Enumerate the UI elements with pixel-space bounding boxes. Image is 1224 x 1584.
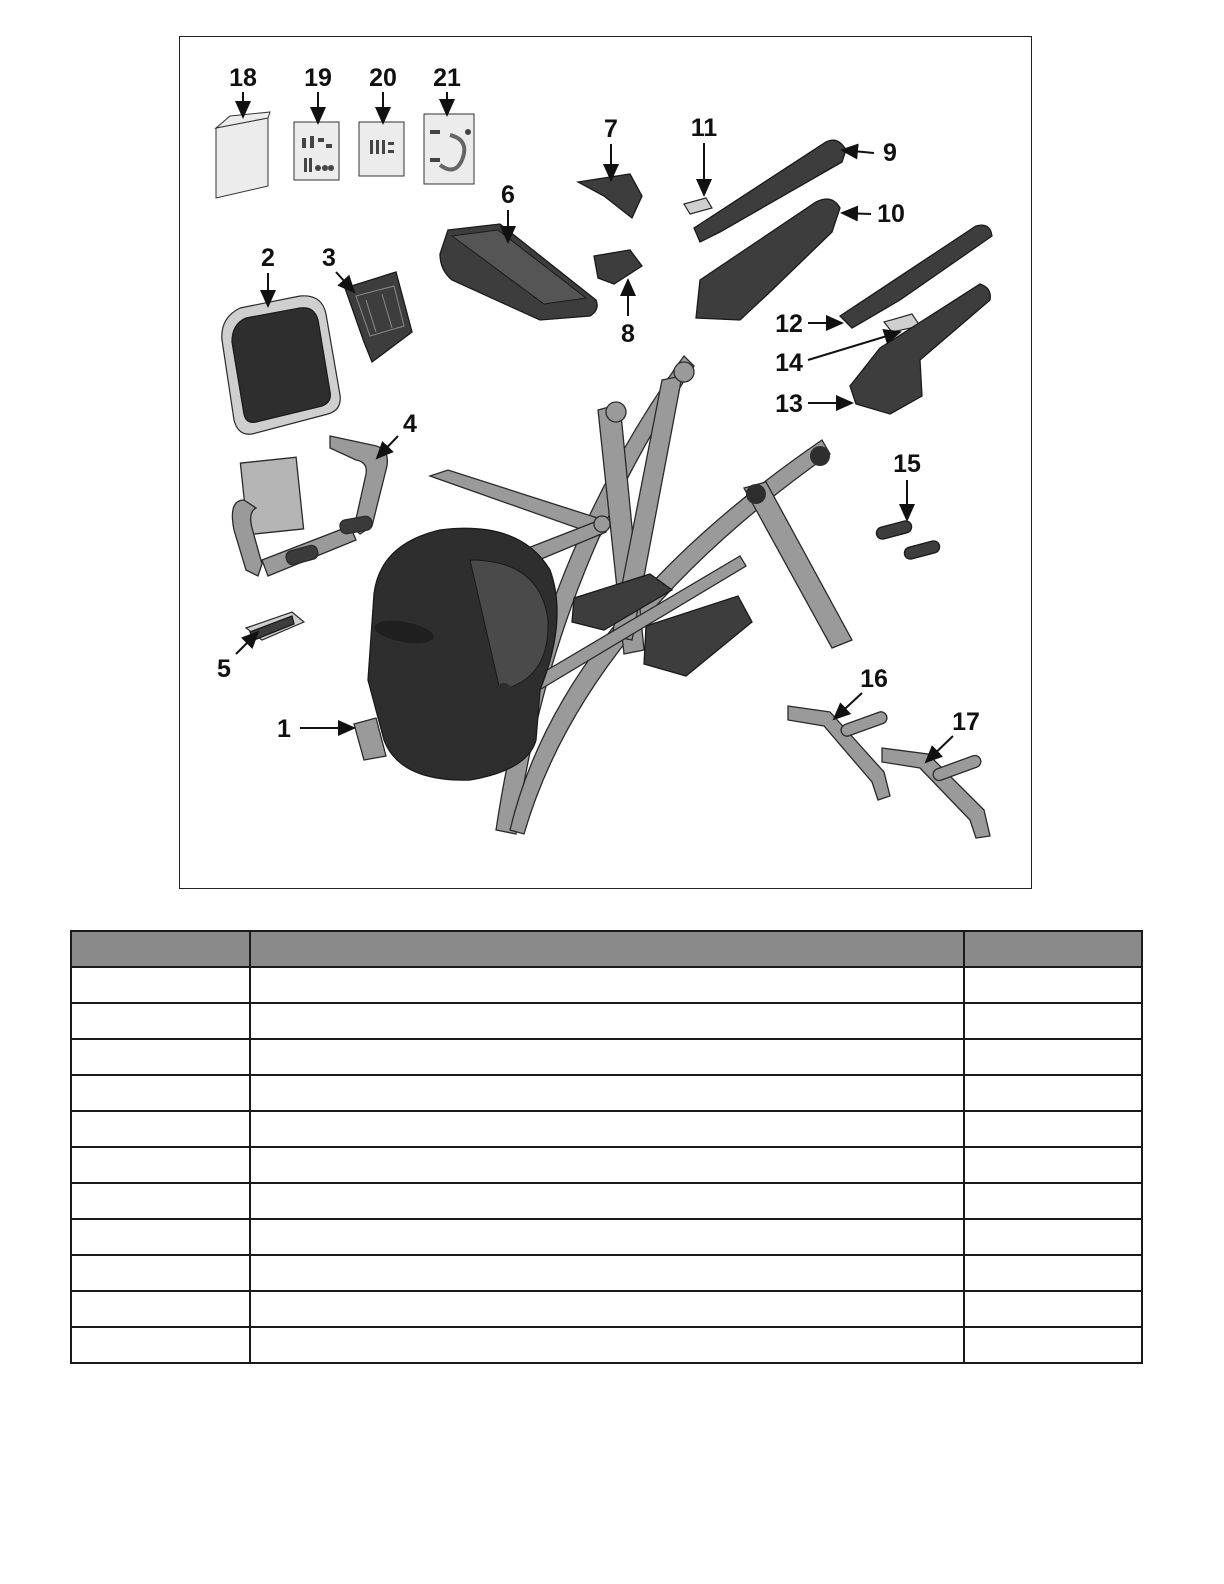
part-4-handlebar <box>232 436 387 576</box>
table-cell <box>250 967 964 1003</box>
part-8-cover <box>594 250 642 284</box>
callout-21: 21 <box>433 64 461 92</box>
callout-15: 15 <box>893 450 921 478</box>
callout-4: 4 <box>403 410 417 438</box>
table-cell <box>250 1111 964 1147</box>
table-row <box>71 967 1142 1003</box>
callout-5: 5 <box>217 655 231 683</box>
table-cell <box>250 1039 964 1075</box>
table-cell <box>250 1003 964 1039</box>
table-cell <box>71 1291 250 1327</box>
table-cell <box>964 1147 1142 1183</box>
table-row <box>71 1255 1142 1291</box>
table-cell <box>250 1183 964 1219</box>
table-cell <box>964 1219 1142 1255</box>
callout-11: 11 <box>690 114 718 142</box>
callout-1: 1 <box>277 715 291 743</box>
table-cell <box>250 1327 964 1363</box>
callout-10: 10 <box>877 200 905 228</box>
table-cell <box>964 1111 1142 1147</box>
table-cell <box>250 1219 964 1255</box>
part-1-main-frame <box>354 356 852 834</box>
table-cell <box>964 1075 1142 1111</box>
part-15-pads <box>875 520 941 561</box>
part-21-cable-bag <box>424 114 474 184</box>
table-cell <box>71 1255 250 1291</box>
table-cell <box>250 1147 964 1183</box>
table-cell <box>71 1039 250 1075</box>
part-19-hardware-bag <box>294 122 339 180</box>
table-row <box>71 1111 1142 1147</box>
table-cell <box>71 1219 250 1255</box>
callout-6: 6 <box>501 181 515 209</box>
callout-19: 19 <box>304 64 332 92</box>
table-header-cell <box>71 931 250 967</box>
table-cell <box>964 1327 1142 1363</box>
part-16-pedal-arm <box>788 706 890 800</box>
table-cell <box>250 1075 964 1111</box>
callout-18: 18 <box>229 64 257 92</box>
table-row <box>71 1039 1142 1075</box>
callout-8: 8 <box>621 320 635 348</box>
part-17-pedal-arm <box>882 748 990 838</box>
table-row <box>71 1147 1142 1183</box>
callout-3: 3 <box>322 244 336 272</box>
table-cell <box>71 1003 250 1039</box>
table-header-row <box>71 931 1142 967</box>
table-header-cell <box>250 931 964 967</box>
callout-17: 17 <box>952 708 980 736</box>
part-3-console-bracket <box>345 272 412 362</box>
table-cell <box>964 1039 1142 1075</box>
table-cell <box>964 1291 1142 1327</box>
table-cell <box>250 1291 964 1327</box>
part-6-shroud <box>440 224 597 320</box>
table-row <box>71 1219 1142 1255</box>
part-2-console <box>222 296 340 434</box>
callout-12: 12 <box>775 310 803 338</box>
table-cell <box>71 967 250 1003</box>
table-row <box>71 1291 1142 1327</box>
callout-14: 14 <box>775 349 803 377</box>
table-cell <box>71 1111 250 1147</box>
callout-13: 13 <box>775 390 803 418</box>
table-row <box>71 1327 1142 1363</box>
table-cell <box>964 1183 1142 1219</box>
part-18-manual <box>216 112 270 198</box>
table-cell <box>964 967 1142 1003</box>
table-row <box>71 1003 1142 1039</box>
table-cell <box>964 1003 1142 1039</box>
part-20-hardware-bag <box>359 122 404 176</box>
table-row <box>71 1183 1142 1219</box>
table-cell <box>71 1183 250 1219</box>
parts-list-table <box>70 930 1143 1364</box>
table-cell <box>964 1255 1142 1291</box>
callout-2: 2 <box>261 244 275 272</box>
table-cell <box>250 1255 964 1291</box>
table-header-cell <box>964 931 1142 967</box>
callout-20: 20 <box>369 64 397 92</box>
table-row <box>71 1075 1142 1111</box>
table-cell <box>71 1147 250 1183</box>
callout-16: 16 <box>860 665 888 693</box>
part-11-insert <box>684 198 712 214</box>
callout-7: 7 <box>604 115 618 143</box>
table-cell <box>71 1075 250 1111</box>
callout-9: 9 <box>883 139 897 167</box>
part-7-cover <box>578 174 642 218</box>
table-cell <box>71 1327 250 1363</box>
